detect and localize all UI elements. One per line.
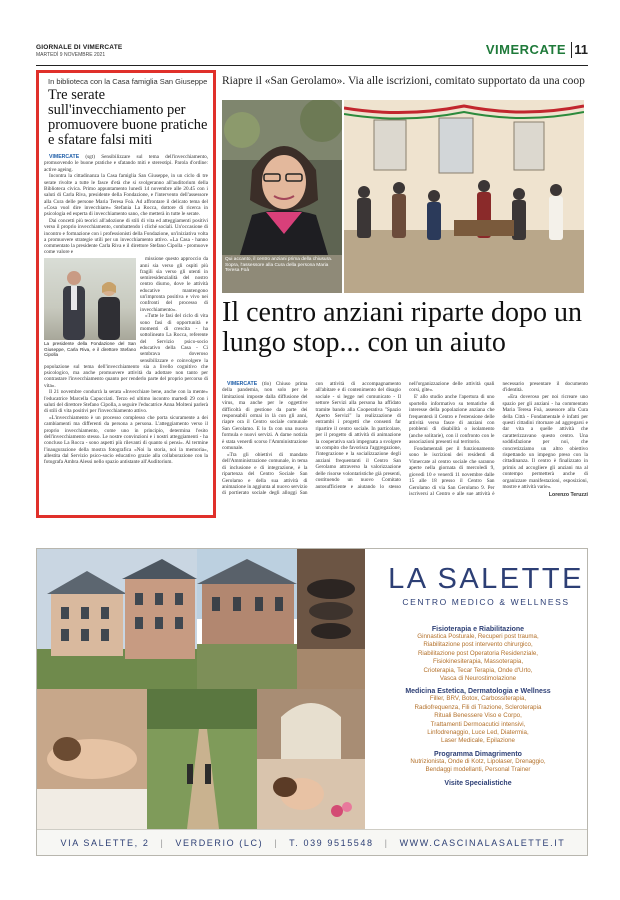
service-line: Linfodrenaggio, Luce Led, Diatermia,: [427, 729, 529, 737]
page-header: [36, 44, 588, 66]
ad-phone: T. 039 9515548: [289, 838, 374, 848]
ad-town: VERDERIO (LC): [175, 838, 264, 848]
ad-brand-name: LA SALETTE: [388, 563, 584, 595]
service-line: Rituali Benessere Viso e Corpo,: [434, 712, 522, 720]
dancing-seniors-image: [344, 100, 584, 293]
left-paragraph: «Tutte le fasi del ciclo di vita sono fasi di opportunità e momenti di crescita - ha sottolineato La Rocca, referente del Servizio psico-socio educativo della Casa - Ci sembrava doveroso sensibilizzare e coinvolgere la popolazione sul tema dell'invecchiamento sia a livello cognitivo che psicologico, ma anche promuovere attività da adottare non tanto per contrastare l'invecchiamento quanto per renderlo parte del proprio percorso di vita».: [44, 313, 208, 389]
main-paragraph: «Era doveroso per noi ricreare uno spazio per gli anziani - ha commentato Maria Teresa Foà, assessore alla Cura della Città - Fondamentale è infatti per questi cittadini ritornare ad aggregarsi e dar vita a quelle attività che caratterizzavano questo centro. Una soddisfazione per noi, che concretizziamo un altro obiettivo rispettando un impegno preso con la cittadinanza. Il centro è finalizzato in primis ad accogliere gli anziani ma al contempo permetterà anche di organizzare manifestazioni, esposizioni, mostre e attività varie».: [502, 394, 588, 490]
location-tag: VIMERCATE: [49, 154, 80, 160]
portrait-photo: [44, 258, 136, 340]
service-line: Trattamenti Dermoacutici intensivi,: [430, 720, 526, 728]
page-number: 11: [574, 42, 588, 57]
service-line: Radiofrequenza, Fili di Trazione, Scleroterapia: [414, 703, 542, 711]
assessor-portrait-photo: [222, 100, 342, 255]
right-article-headline: Riapre il «San Gerolamo». Via alle iscrizioni, comitato supportato da una coop: [222, 75, 585, 87]
service-line: Nutrizionista, Onde di Kotz, Lipolaser, Drenaggio,: [410, 757, 546, 765]
left-article-kicker: In biblioteca con la Casa famiglia San Giuseppe: [48, 77, 208, 86]
ad-services-list: [375, 621, 581, 787]
la-salette-advertisement: [36, 548, 588, 856]
service-line: Riabilitazione post Operatoria Residenziale,: [417, 649, 539, 657]
section-name: VIMERCATE: [485, 42, 566, 57]
main-article-title: Il centro anziani riparte dopo un lungo stop... con un aiuto: [222, 297, 582, 358]
service-line: Crioterapia, Tecar Terapia, Onde d'Urto,: [423, 666, 533, 674]
service-title: Medicina Estetica, Dermatologia e Wellness: [405, 688, 551, 696]
service-line: Laser Medicale, Epilazione: [441, 737, 515, 745]
left-paragraph: Incontra la cittadinanza la Casa famiglia San Giuseppe, in un ciclo di tre serate rivolte a tutte le fasce d'età che si svolgeranno all'auditorium della Biblioteca civica. Primo appuntamento lunedì 14 novembre alle 20.45 con i saluti di Carla Riva, presidente della Fondazione, e l'intervento dell'assessore alla Cura delle persone Maria Teresa Foà. Ad affrontare il delicato tema del «Cosa vuol dire invecchiare» Stefania La Rocca, dottore di ricerca in psicologia ed esperta di invecchiamento sano, che metterà in tutte le serate.: [44, 173, 208, 218]
main-article-body: [222, 381, 588, 518]
footer-divider: |: [274, 838, 279, 848]
service-title: Visite Specialistiche: [444, 779, 512, 787]
header-divider: [571, 42, 572, 58]
service-title: Fisioterapia e Riabilitazione: [431, 626, 525, 633]
portrait-photo-block: [44, 258, 136, 360]
main-paragraph: E' allo studio anche l'apertura di uno sportello informativo su tematiche di interesse della popolazione anziana che frequenterà il Centro e l'estensione delle attività verso fasce di anziani con problemi di disabilità o isolamento (anche solitarie), con il confronto con le associazioni presenti sul territorio.: [409, 394, 495, 446]
assessor-portrait-image: [222, 100, 342, 255]
article-byline: Lorenzo Teruzzi: [548, 492, 588, 499]
service-line: Riabilitazione post intervento chirurgico,: [423, 641, 533, 649]
service-line: Bendaggi modellanti, Personal Trainer: [425, 766, 531, 774]
footer-divider: |: [160, 838, 165, 848]
portrait-caption: La presidente della Fondazione del San Giuseppe, Carla Riva, e il direttore Stefano Cipolla: [44, 341, 136, 358]
service-title: Programma Dimagrimento: [434, 750, 522, 758]
woman-figure: [96, 280, 122, 340]
main-paragraph: Fondamentali per il funzionamento sono le iscrizioni dei residenti di Vimercate al centro sociale che saranno aperte nella giornata di mercoledì 9, giovedì 10 e venerdì 11 novembre dalle 15 alle 18 presso il Centro San Gerolamo di via San Gerolamo 9. Per iscriversi al Centro e alle sue attività è necessario presentare il documento d'identità.: [409, 381, 588, 497]
newspaper-name: GIORNALE DI VIMERCATE: [36, 44, 123, 51]
footer-divider: |: [384, 838, 389, 848]
service-line: Fisiokinesiterapia, Massoterapia,: [432, 658, 524, 666]
left-paragraph: missione questo approccio da anni sia verso gli ospiti più fragili sia verso gli utenti in semiresidenzialità del nostro centro diurno, dove le attività educative mantengono un'impronta positiva e vivo nei confronti del processo di invecchiamento».: [140, 256, 208, 313]
ad-brand-subtitle: CENTRO MEDICO & WELLNESS: [402, 597, 570, 607]
left-article: [36, 70, 216, 518]
man-figure: [60, 268, 88, 340]
left-paragraph: Il 21 novembre condurrà la serata «Invecchiare bene, anche con la mente» l'educatrice Marcella Capucciati. Terzo ed ultimo incontro martedì 29 con i saluti del direttore Stefano Cipolla, a seguire l'educatrice Anna Molteni parlerà di stili di vita positivi per l'invecchiamento attivo.: [44, 389, 208, 415]
ad-photo-collage: [37, 549, 365, 829]
left-paragraph: VIMERCATE (sgt) Sensibilizzare sul tema dell'invecchiamento, promuovendo le buone pratiche e sfatando miti e stereotipi. Parola d'ordine: active ageing.: [44, 154, 208, 173]
ad-website[interactable]: WWW.CASCINALASALETTE.IT: [399, 838, 566, 848]
main-paragraph: «Tra gli obiettivi di mandato dell'Amministrazione comunale, in tema di inclusione e di integrazione, è la ripartenza del Centro Sociale San Gerolamo e della sua attività di animazione in aggiunta al nuovo servizio di portierato sociale degli alloggi San con attività di accompagnamento all'abitare e di contenimento del disagio sociale - si legge nel comunicato - Il settore Servizi alla persona ha affidato tramite bando alla Cooperativa "Spazio Aperto Servizi" la realizzazione di entrambi i progetti che consenti far ripartire il centro sociale. In particolare, per il progetto di attività di animazione la cooperativa sarà impegnata a svolgere un compito che favorisca l'aggregazione, l'integrazione e la socializzazione degli anziani frequentanti il Centro San Gerolamo attraverso la valorizzazione delle risorse volontaristiche già presenti, costituendo un nuovo Comitato autosufficiente e aiutando lo stesso nell'organizzazione delle attività quali corsi, gite».: [222, 381, 495, 497]
left-paragraph: «L'invecchiamento è un processo complesso che porta sicuramente a dei cambiamenti ma differenti da persona a persona. L'atteggiamento verso il proprio invecchiamento, come uno in principio, determina l'esito dell'invecchiamento stesso. Le nostre convinzioni e i nostri atteggiamenti - ha concluso La Rocca - sono aspetti più rilevanti di quanto si pensi». Al termine l'inaugurazione della mostra fotografica «Noi la storia, noi la memoria», allestita dal Servizio psico-socio educativo grazie alla collaborazione con la fotografa Ambra Alessi nello spazio antistante all'Auditorium.: [44, 415, 208, 466]
ad-address: VIA SALETTE, 2: [60, 838, 150, 848]
ad-contact-bar: [37, 829, 588, 856]
left-article-title: Tre serate sull'invecchiamento per promuovere buone pratiche e sfatare falsi miti: [48, 87, 208, 148]
center-photo-caption: Qui accanto, il centro anziani prima della chiusura. Sopra, l'assessore alla Cura della persona Maria Teresa Foà: [225, 257, 333, 274]
location-tag: VIMERCATE: [227, 381, 258, 387]
service-line: Vasca di Neurostimolazione: [439, 675, 517, 683]
service-line: Ginnastica Posturale, Recuperi post trauma,: [417, 633, 539, 640]
main-paragraph: VIMERCATE (tlo) Chiuso prima della pandemia, non solo per le limitazioni imposte dalla diffusione del virus, ma anche per le oggettive difficoltà di gestione da parte dei responsabili ormai in là con gli anni, riapre ora il Centro sociale comunale San Gerolamo. E lo fa con una nuova formula e nuovi servizi. A darne notizia è stata venerdì scorso l'Amministrazione comunale.: [222, 381, 308, 452]
issue-date: MARTEDÌ 9 NOVEMBRE 2021: [36, 52, 106, 58]
service-line: Filler, BRV, Botox, Carbossiterapia,: [429, 695, 527, 703]
left-paragraph: Dai concetti più teorici all'adozione di stili di vita ed atteggiamenti positivi verso il proprio invecchiamento, combattendo i cliché sociali. Un'occasione di incontro e formazione con i professionisti della Fondazione, un'iniziativa volta a promuovere strategie utili per un invecchiamento attivo. «La Casa - hanno commentato la presidente Carla Riva e il direttore Stefano Cipolla - promuove come valore e: [44, 217, 208, 256]
community-center-photo: [344, 100, 584, 293]
left-article-body: [44, 154, 208, 466]
